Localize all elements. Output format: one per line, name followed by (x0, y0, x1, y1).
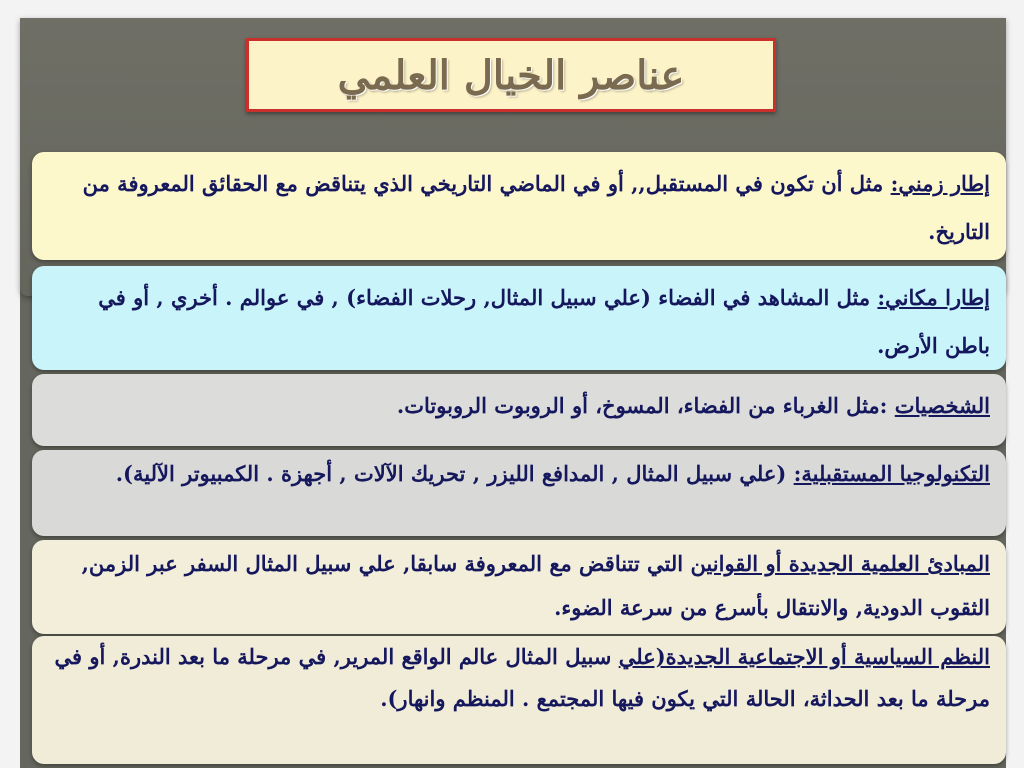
page-title: عناصر الخيال العلمي (337, 51, 685, 99)
card-body: (علي سبيل المثال , المدافع الليزر , تحريك الآلات , أجهزة . الكمبيوتر الآلية). (115, 461, 794, 486)
element-card-future-technology (32, 450, 1006, 536)
card-body: سبيل المثال عالم الواقع المرير, في مرحلة ما بعد الندرة, أو في مرحلة ما بعد الحداثة، الحالة التي يكون فيها المجتمع . المنظم وانهار). (54, 644, 990, 711)
title-box (246, 38, 776, 112)
element-card-time-frame (32, 152, 1006, 260)
card-lead: الشخصيات (894, 393, 990, 418)
card-body: مثل المشاهد في الفضاء (علي سبيل المثال, رحلات الفضاء) , في عوالم . أخري , أو في باطن الأرض. (98, 285, 990, 358)
element-card-place-frame (32, 266, 1006, 370)
element-card-scientific-principles (32, 540, 1006, 634)
card-lead: التكنولوجيا المستقبلية: (793, 461, 990, 486)
card-body: :مثل الغرباء من الفضاء، المسوخ، أو الروبوت الروبوتات. (396, 393, 895, 418)
element-card-characters (32, 374, 1006, 446)
card-lead: إطارا مكاني: (877, 285, 990, 310)
card-lead: النظم السياسية أو الاجتماعية الجديدة(علي (618, 644, 990, 669)
card-body: مثل أن تكون في المستقبل,, أو في الماضي التاريخي الذي يتناقض مع الحقائق المعروفة من التاريخ. (82, 171, 990, 244)
card-body: التي تتناقض مع المعروفة سابقا, علي سبيل المثال السفر عبر الزمن, الثقوب الدودية, والانتقال بأسرع من سرعة الضوء. (81, 551, 990, 620)
card-lead: إطار زمني: (890, 171, 990, 196)
card-lead: المبادئ العلمية الجديدة أو القوانين (690, 551, 990, 576)
element-card-political-systems (32, 636, 1006, 764)
